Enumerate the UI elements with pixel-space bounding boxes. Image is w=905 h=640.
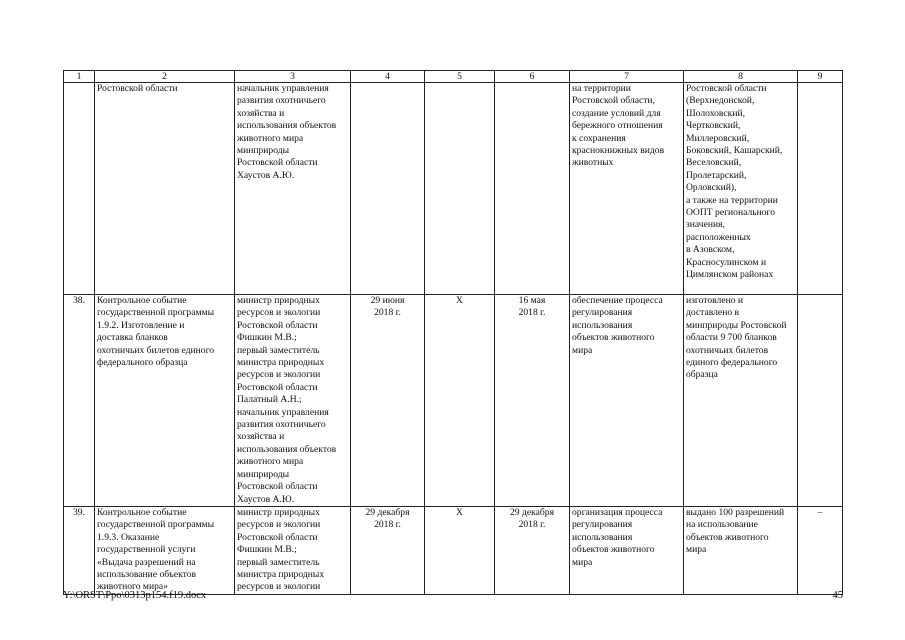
cell-line: «Выдача разрешений на bbox=[97, 556, 196, 568]
cell-line: к сохранения bbox=[572, 132, 626, 144]
page-number: 45 bbox=[832, 590, 843, 601]
col-header: 6 bbox=[495, 71, 570, 83]
cell-line: использования bbox=[572, 319, 633, 331]
cell-line: Ростовской области bbox=[237, 157, 318, 169]
x-mark: Х bbox=[425, 506, 495, 594]
table-row bbox=[64, 83, 843, 295]
report-table bbox=[63, 70, 843, 595]
cell-line: первый заместитель bbox=[237, 344, 320, 356]
cell-line: краснокнижных видов bbox=[572, 145, 665, 157]
cell-line: единого федерального bbox=[686, 357, 778, 369]
cell-line: доставлено в bbox=[686, 307, 740, 319]
col-header: 1 bbox=[64, 71, 95, 83]
cell-line: расположенных bbox=[686, 231, 751, 243]
cell-line: образца bbox=[686, 369, 718, 381]
cell-line: Ростовской области, bbox=[572, 95, 655, 107]
cell-line: Ростовской области bbox=[237, 381, 318, 393]
cell-line: использования объектов bbox=[237, 443, 337, 455]
note bbox=[798, 83, 843, 295]
cell-line: Чертковский, bbox=[686, 120, 741, 132]
cell-line: хозяйства и bbox=[237, 107, 285, 119]
cell-line: доставка бланков bbox=[97, 332, 168, 344]
table-row bbox=[64, 506, 843, 594]
cell-line: Орловский), bbox=[686, 182, 737, 194]
col-header: 7 bbox=[570, 71, 684, 83]
cell-line: Шолоховский, bbox=[686, 107, 745, 119]
cell-line: Боковский, Кашарский, bbox=[686, 145, 783, 157]
cell-line: Хаустов А.Ю. bbox=[237, 169, 295, 181]
cell-line: организация процесса bbox=[572, 506, 663, 518]
plan-date bbox=[351, 295, 425, 507]
cell-line: объектов животного bbox=[686, 531, 769, 543]
cell-line: животных bbox=[572, 157, 614, 169]
cell-line: 2018 г. bbox=[374, 307, 401, 319]
cell-line: охотничьих билетов bbox=[686, 344, 769, 356]
cell-line: Контрольное событие bbox=[97, 295, 187, 306]
cell-line: Ростовской области bbox=[97, 83, 178, 94]
cell-line: бережного отношения bbox=[572, 120, 663, 132]
expected-result bbox=[570, 506, 684, 594]
cell-line: 1.9.2. Изготовление и bbox=[97, 319, 185, 331]
actual-result bbox=[684, 83, 798, 295]
cell-line: значения, bbox=[686, 219, 725, 231]
cell-line: ресурсов и экологии bbox=[237, 369, 321, 381]
cell-line: Пролетарский, bbox=[686, 169, 747, 181]
col-header: 8 bbox=[684, 71, 798, 83]
cell-line: Фишкин М.В.; bbox=[237, 332, 297, 344]
cell-line: области 9 700 бланков bbox=[686, 332, 777, 344]
cell-line: использования объектов bbox=[237, 120, 337, 132]
fact-date bbox=[495, 83, 570, 295]
plan-date bbox=[351, 83, 425, 295]
cell-line: хозяйства и bbox=[237, 431, 285, 443]
cell-line: Ростовской области bbox=[237, 319, 318, 331]
cell-line: создание условий для bbox=[572, 107, 661, 119]
cell-line: мира bbox=[572, 556, 593, 568]
event-name bbox=[95, 506, 235, 594]
cell-line: государственной услуги bbox=[97, 544, 196, 556]
col-header: 2 bbox=[95, 71, 235, 83]
cell-line: государственной программы bbox=[97, 519, 215, 531]
actual-result bbox=[684, 506, 798, 594]
cell-line: министра природных bbox=[237, 357, 325, 369]
file-path: Y:\ORST\Ppo\0313p154.f19.docx bbox=[63, 590, 207, 601]
cell-line: министр природных bbox=[237, 295, 320, 306]
cell-line: Хаустов А.Ю. bbox=[237, 493, 295, 505]
note bbox=[798, 295, 843, 507]
expected-result bbox=[570, 83, 684, 295]
x-mark bbox=[425, 83, 495, 295]
cell-line: развития охотничьего bbox=[237, 419, 326, 431]
cell-line: Ростовской области bbox=[686, 83, 767, 94]
cell-line: 1.9.3. Оказание bbox=[97, 531, 160, 543]
row-number bbox=[64, 83, 95, 295]
plan-date bbox=[351, 506, 425, 594]
event-name bbox=[95, 295, 235, 507]
note: – bbox=[798, 506, 843, 594]
cell-line: обеспечение процесса bbox=[572, 295, 663, 306]
fact-date bbox=[495, 295, 570, 507]
col-header: 5 bbox=[425, 71, 495, 83]
cell-line: Палатный А.Н.; bbox=[237, 394, 302, 406]
cell-line: использования bbox=[572, 531, 633, 543]
cell-line: развития охотничьего bbox=[237, 95, 326, 107]
cell-line: регулирования bbox=[572, 519, 633, 531]
cell-line: изготовлено и bbox=[686, 295, 744, 306]
cell-line: регулирования bbox=[572, 307, 633, 319]
cell-line: Красносулинском и bbox=[686, 256, 767, 268]
col-header: 4 bbox=[351, 71, 425, 83]
cell-line: министр природных bbox=[237, 506, 320, 518]
cell-line: животного мира bbox=[237, 132, 304, 144]
cell-line: объектов животного bbox=[572, 332, 655, 344]
cell-line: использование объектов bbox=[97, 568, 197, 580]
cell-line: в Азовском, bbox=[686, 244, 735, 256]
cell-line: животного мира bbox=[237, 456, 304, 468]
actual-result bbox=[684, 295, 798, 507]
cell-line: министра природных bbox=[237, 568, 325, 580]
cell-line: а также на территории bbox=[686, 194, 778, 206]
executor bbox=[235, 83, 351, 295]
expected-result bbox=[570, 295, 684, 507]
cell-line: ресурсов и экологии bbox=[237, 519, 321, 531]
cell-line: животного мира» bbox=[97, 581, 168, 593]
cell-line: Веселовский, bbox=[686, 157, 742, 169]
cell-line: мира bbox=[572, 344, 593, 356]
cell-line: 29 декабря bbox=[365, 506, 410, 518]
cell-line: минприроды Ростовской bbox=[686, 319, 787, 331]
cell-line: ресурсов и экологии bbox=[237, 581, 321, 593]
cell-line: Контрольное событие bbox=[97, 506, 187, 518]
cell-line: на территории bbox=[572, 83, 631, 94]
cell-line: первый заместитель bbox=[237, 556, 320, 568]
cell-line: ресурсов и экологии bbox=[237, 307, 321, 319]
cell-line: государственной программы bbox=[97, 307, 215, 319]
cell-line: (Верхнедонской, bbox=[686, 95, 755, 107]
cell-line: 29 июня bbox=[370, 295, 405, 306]
cell-line: ООПТ регионального bbox=[686, 207, 776, 219]
row-number: 39. bbox=[64, 506, 95, 594]
cell-line: 16 мая bbox=[518, 295, 546, 306]
cell-line: Фишкин М.В.; bbox=[237, 544, 297, 556]
cell-line: Миллеровский, bbox=[686, 132, 750, 144]
cell-line: охотничьих билетов единого bbox=[97, 344, 215, 356]
x-mark: Х bbox=[425, 295, 495, 507]
cell-line: Цимлянском районах bbox=[686, 269, 774, 281]
cell-line: начальник управления bbox=[237, 83, 329, 94]
cell-line: 2018 г. bbox=[518, 307, 546, 319]
cell-line: 2018 г. bbox=[518, 519, 546, 531]
cell-line: мира bbox=[686, 544, 707, 556]
table-row bbox=[64, 295, 843, 507]
event-name bbox=[95, 83, 235, 295]
cell-line: минприроды bbox=[237, 145, 290, 157]
cell-line: минприроды bbox=[237, 468, 290, 480]
cell-line: начальник управления bbox=[237, 406, 329, 418]
row-number: 38. bbox=[64, 295, 95, 507]
cell-line: 2018 г. bbox=[374, 519, 401, 531]
header-row bbox=[64, 71, 843, 83]
cell-line: на использование bbox=[686, 519, 758, 531]
executor bbox=[235, 506, 351, 594]
fact-date bbox=[495, 506, 570, 594]
col-header: 3 bbox=[235, 71, 351, 83]
cell-line: 29 декабря bbox=[510, 506, 554, 518]
executor bbox=[235, 295, 351, 507]
cell-line: Ростовской области bbox=[237, 481, 318, 493]
cell-line: федерального образца bbox=[97, 357, 188, 369]
cell-line: Ростовской области bbox=[237, 531, 318, 543]
col-header: 9 bbox=[798, 71, 843, 83]
cell-line: выдано 100 разрешений bbox=[686, 506, 785, 518]
cell-line: объектов животного bbox=[572, 544, 655, 556]
